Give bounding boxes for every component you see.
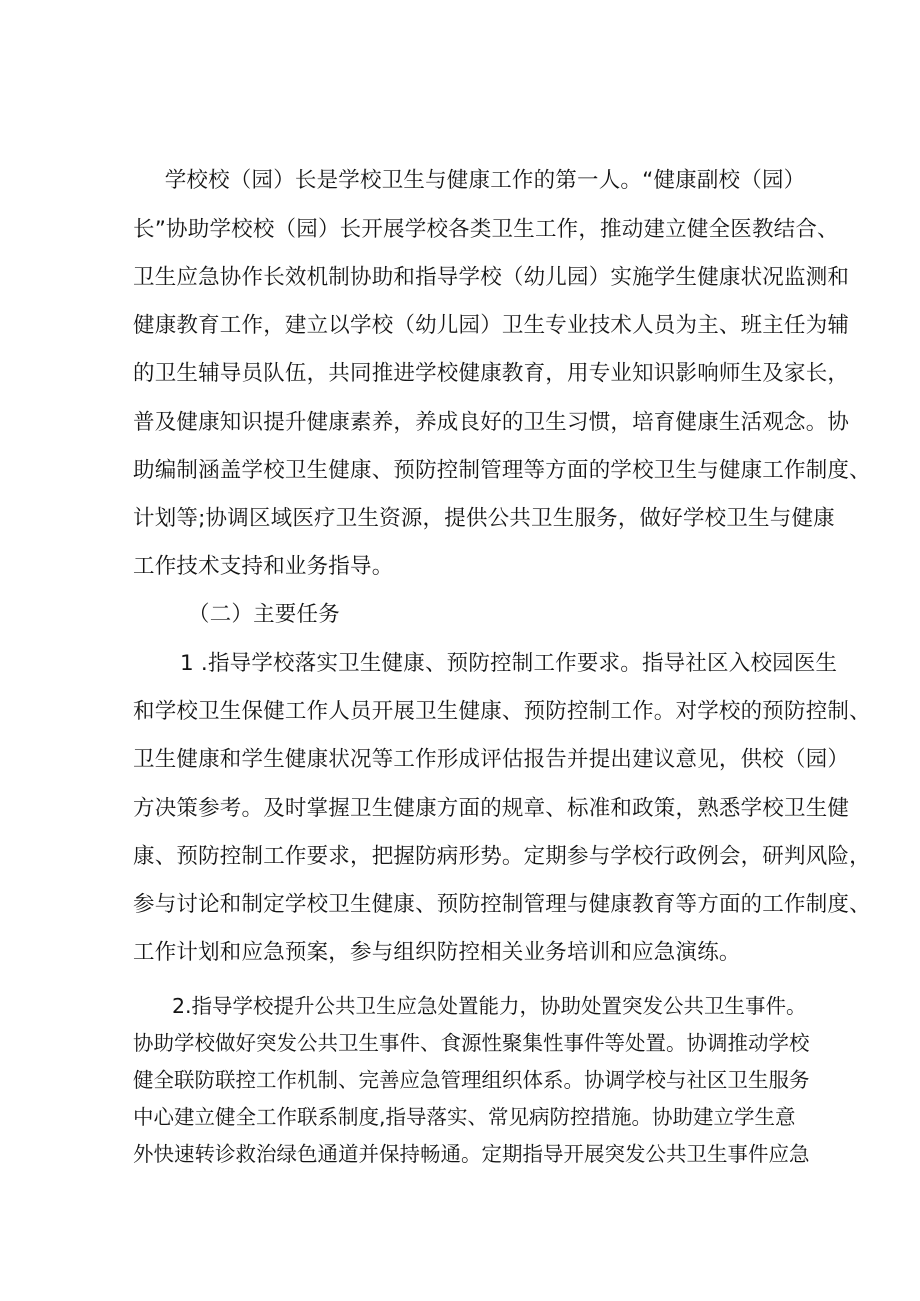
text-line: 长”协助学校校（园）长开展学校各类卫生工作，推动建立健全医教结合、 — [133, 217, 839, 242]
text-line: 参与讨论和制定学校卫生健康、预防控制管理与健康教育等方面的工作制度、 — [133, 892, 871, 917]
text-line: 健康教育工作，建立以学校（幼儿园）卫生专业技术人员为主、班主任为辅 — [133, 313, 850, 338]
text-line: 1 .指导学校落实卫生健康、预防控制工作要求。指导社区入校园医生 — [180, 651, 838, 676]
text-line: 工作计划和应急预案，参与组织防控相关业务培训和应急演练。 — [133, 940, 741, 965]
section-heading: （二）主要任务 — [188, 602, 340, 627]
text-line: 普及健康知识提升健康素养，养成良好的卫生习惯，培育健康生活观念。协 — [133, 410, 850, 435]
text-line: 卫生应急协作长效机制协助和指导学校（幼儿园）实施学生健康状况监测和 — [133, 265, 850, 290]
text-line: 外快速转诊救治绿色通道并保持畅通。定期指导开展突发公共卫生事件应急 — [133, 1142, 810, 1166]
text-line: 学校校（园）长是学校卫生与健康工作的第一人。“健康副校（园） — [143, 168, 806, 193]
text-line: 计划等;协调区域医疗卫生资源，提供公共卫生服务，做好学校卫生与健康 — [133, 506, 835, 531]
text-line: 和学校卫生保健工作人员开展卫生健康、预防控制工作。对学校的预防控制、 — [133, 699, 871, 724]
text-line: 康、预防控制工作要求，把握防病形势。定期参与学校行政例会，研判风险， — [133, 844, 871, 869]
text-line: 健全联防联控工作机制、完善应急管理组织体系。协调学校与社区卫生服务 — [133, 1068, 810, 1092]
text-line: 工作技术支持和业务指导。 — [133, 554, 394, 579]
text-line: 卫生健康和学生健康状况等工作形成评估报告并提出建议意见，供校（园） — [133, 747, 850, 772]
text-line: 协助学校做好突发公共卫生事件、食源性聚集性事件等处置。协调推动学校 — [133, 1031, 810, 1055]
text-line: 方决策参考。及时掌握卫生健康方面的规章、标准和政策，熟悉学校卫生健 — [133, 796, 850, 821]
text-line: 2.指导学校提升公共卫生应急处置能力，协助处置突发公共卫生事件。 — [172, 994, 807, 1018]
text-line: 助编制涵盖学校卫生健康、预防控制管理等方面的学校卫生与健康工作制度、 — [133, 458, 871, 483]
text-line: 的卫生辅导员队伍，共同推进学校健康教育，用专业知识影响师生及家长， — [133, 361, 850, 386]
text-line: 中心建立健全工作联系制度,指导落实、常见病防控措施。协助建立学生意 — [133, 1105, 796, 1129]
